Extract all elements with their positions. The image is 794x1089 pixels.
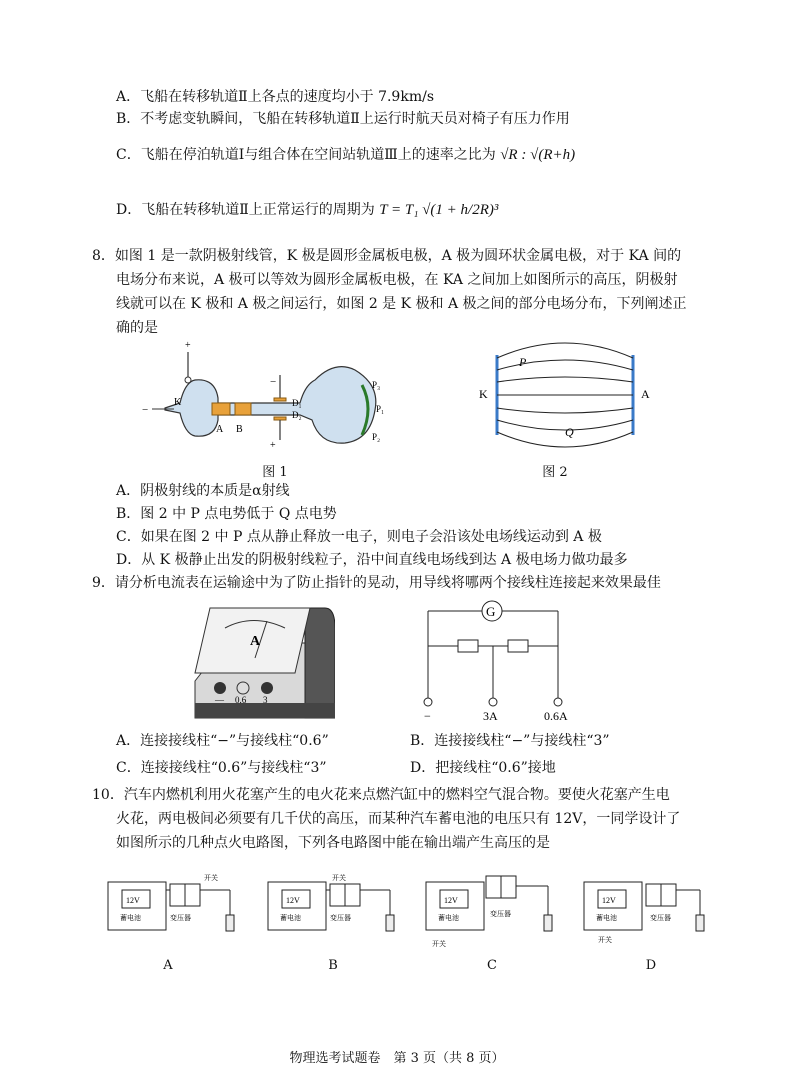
q8-stem-line-2: 电场分布来说，A 极可以等效为圆形金属板电极，在 KA 之间加上如图所示的高压，阴极射	[116, 272, 678, 288]
q9-option-d: D．把接线柱“0.6”接地	[410, 760, 556, 776]
q9-option-c: C．连接接线柱“0.6”与接线柱“3”	[116, 760, 327, 776]
fig1-d2-label: D₂	[292, 410, 302, 420]
circuit-caption-a: A	[163, 958, 173, 973]
ammeter-terminal-minus: —	[215, 695, 224, 705]
circuit-a-battery: 蓄电池	[120, 914, 141, 922]
q8-option-d: D．从 K 极静止出发的阴极射线粒子，沿中间直线电场线到达 A 极电场力做功最多	[116, 552, 628, 568]
circuit-d-switch: 开关	[598, 936, 612, 944]
circuit-caption-c: C	[487, 958, 497, 973]
circuit-caption-d: D	[645, 958, 657, 973]
fig1-p1-label: P₁	[376, 404, 385, 414]
q7-option-d-text: D．飞船在转移轨道Ⅱ上正常运行的周期为	[116, 202, 375, 218]
circuit-b-battery: 蓄电池	[280, 914, 301, 922]
q9-stem: 9．请分析电流表在运输途中为了防止指针的晃动，用导线将哪两个接线柱连接起来效果最佳	[92, 575, 661, 591]
ignition-circuit-d	[576, 870, 726, 950]
ammeter-terminal-3: 3	[263, 695, 268, 705]
circuit-d-battery-v: 12V	[602, 896, 616, 905]
ignition-circuit-a	[100, 870, 250, 940]
fig1-plus-label: +	[185, 340, 191, 351]
circuit-b-transformer: 变压器	[330, 914, 351, 922]
circuit-terminal-minus: −	[424, 709, 431, 722]
q7-option-c-text: C．飞船在停泊轨道Ⅰ与组合体在空间站轨道Ⅲ上的速率之比为	[116, 147, 496, 163]
ammeter-circuit-figure	[420, 600, 590, 722]
circuit-caption-b: B	[328, 958, 338, 973]
fig1-p3-label: P₃	[372, 380, 381, 390]
fig1-a-label: A	[216, 424, 224, 435]
circuit-terminal-3a: 3A	[483, 709, 498, 722]
fig2-q-label: Q	[565, 425, 574, 439]
q9-option-a: A．连接接线柱“−”与接线柱“0.6”	[116, 733, 329, 749]
q8-stem-line-1: 8．如图 1 是一款阴极射线管，K 极是圆形金属板电极，A 极为圆环状金属电极，对于 KA 间的	[92, 248, 682, 264]
circuit-d-battery: 蓄电池	[596, 914, 617, 922]
page-footer: 物理选考试题卷 第 3 页（共 8 页）	[289, 1051, 505, 1066]
ammeter-figure	[185, 603, 335, 725]
figure-2-caption: 图 2	[542, 465, 568, 480]
q10-stem-line-2: 火花，两电极间必须要有几千伏的高压，而某种汽车蓄电池的电压只有 12V，一同学设计了	[116, 811, 681, 827]
q8-stem-line-3: 线就可以在 K 极和 A 极之间运行，如图 2 是 K 极和 A 极之间的部分电场分布，下列阐述正	[116, 296, 687, 312]
circuit-b-battery-v: 12V	[286, 896, 300, 905]
circuit-a-transformer: 变压器	[170, 914, 191, 922]
circuit-c-switch: 开关	[432, 940, 446, 948]
circuit-b-switch: 开关	[332, 874, 346, 882]
q8-option-b: B．图 2 中 P 点电势低于 Q 点电势	[116, 506, 337, 522]
fig1-plus-label-2: +	[270, 440, 276, 451]
fig1-d1-label: D₁	[292, 398, 302, 408]
ignition-circuit-b	[260, 870, 410, 940]
q8-stem-line-4: 确的是	[116, 320, 158, 336]
fig1-k-label: K	[174, 397, 182, 408]
q9-option-b: B．连接接线柱“−”与接线柱“3”	[410, 733, 610, 749]
fig2-a-label: A	[641, 387, 650, 401]
q7-option-c-formula: √R : √(R+h)	[500, 147, 576, 163]
q10-stem-line-3: 如图所示的几种点火电路图，下列各电路图中能在输出端产生高压的是	[116, 835, 550, 851]
circuit-d-transformer: 变压器	[650, 914, 671, 922]
circuit-a-battery-v: 12V	[126, 896, 140, 905]
circuit-terminal-06a: 0.6A	[544, 709, 568, 722]
q10-stem-line-1: 10．汽车内燃机利用火花塞产生的电火花来点燃汽缸中的燃料空气混合物。要使火花塞产生电	[92, 787, 670, 803]
fig1-p2-label: P₂	[372, 432, 381, 442]
q7-option-d-formula: T = T₁ √(1 + h/2R)³	[379, 202, 499, 218]
fig1-minus-label-2: −	[270, 376, 277, 388]
figure-1-caption: 图 1	[262, 465, 288, 480]
fig1-b-label: B	[236, 424, 243, 435]
q7-option-d	[116, 201, 498, 219]
ammeter-unit-label: A	[250, 634, 261, 649]
galvanometer-label: G	[486, 604, 496, 619]
fig2-k-label: K	[479, 387, 488, 401]
circuit-c-battery-v: 12V	[444, 896, 458, 905]
q8-option-c: C．如果在图 2 中 P 点从静止释放一电子，则电子会沿该处电场线运动到 A 极	[116, 529, 602, 545]
ammeter-terminal-06: 0.6	[235, 695, 247, 705]
circuit-a-switch: 开关	[204, 874, 218, 882]
ignition-circuit-c	[418, 870, 568, 950]
electric-field-figure	[475, 340, 655, 452]
q8-option-a: A．阴极射线的本质是α射线	[116, 483, 290, 499]
q7-option-c	[116, 146, 575, 164]
q7-option-b: B．不考虑变轨瞬间，飞船在转移轨道Ⅱ上运行时航天员对椅子有压力作用	[116, 111, 570, 127]
fig2-p-label: P	[519, 355, 527, 369]
circuit-c-battery: 蓄电池	[438, 914, 459, 922]
fig1-minus-label: −	[142, 404, 149, 416]
q7-option-a: A．飞船在转移轨道Ⅱ上各点的速度均小于 7.9km/s	[116, 89, 434, 105]
circuit-c-transformer: 变压器	[490, 910, 511, 918]
cathode-ray-tube-figure	[140, 340, 390, 455]
